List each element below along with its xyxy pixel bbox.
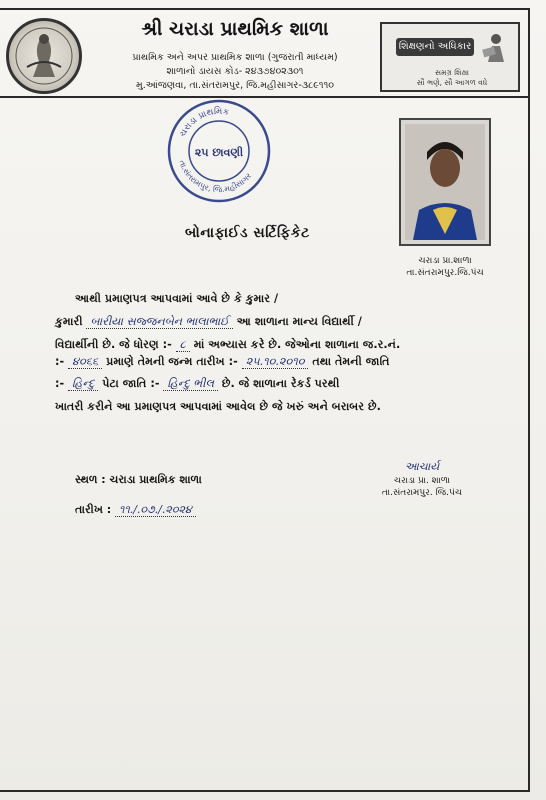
date-label: તારીખ :	[75, 503, 112, 516]
photo-caption-school: ચરાડા પ્રા.શાળા	[418, 256, 472, 266]
child-reading-icon	[480, 32, 510, 66]
stamp-top-text: ચરાડા પ્રાથમિક	[178, 106, 230, 139]
body-line-1: આથી પ્રમાણપત્ર આપવામાં આવે છે કે કુમાર /	[75, 292, 279, 305]
principal-signature: આચાર્ય	[404, 460, 440, 473]
letterhead	[0, 8, 530, 98]
rte-badge	[380, 22, 520, 92]
principal-signature-block	[362, 460, 482, 498]
rte-sub-line2: સૌ ભણે, સૌ આગળ વધે	[416, 78, 488, 87]
body-line-3	[55, 338, 475, 352]
student-photo-frame	[399, 118, 491, 246]
student-photo	[405, 124, 485, 240]
line4-suffix: તથા તેમની જાતિ	[312, 355, 390, 368]
stamp-bottom-text: તા.સંતરામપુર, જિ.મહીસાગર	[177, 158, 254, 195]
place-label: સ્થળ : ચરાડા પ્રાથમિક શાળા	[75, 473, 202, 486]
gr-number-value: ૪૦૬૬	[68, 355, 102, 369]
saraswati-logo-icon	[6, 18, 82, 94]
rte-title: શિક્ષણનો અધિકાર	[396, 38, 474, 56]
subcaste-value: હિન્દુ ભીલ	[163, 377, 218, 391]
body-line-5	[55, 377, 475, 391]
school-address: મુ.આંજણવા, તા.સંતરામપુર, જિ.મહીસાગર-૩૮૯૧૧૦	[136, 80, 334, 91]
rte-sub-line1: સમગ્ર શિક્ષા	[435, 68, 469, 77]
body-line-2	[55, 315, 475, 329]
student-name-value: બારીયા સજ્જનબેન ભાલાભાઈ	[86, 315, 232, 329]
subcaste-label: પેટા જાતિ :-	[102, 377, 160, 390]
stamp-center-text: ૨૫ છાવણી	[194, 146, 244, 159]
rte-sub	[404, 68, 500, 88]
standard-value: ૮	[176, 338, 190, 352]
date-line	[75, 503, 196, 517]
line3-suffix: માં અભ્યાસ કરે છે. જેઓના શાળાના જ.ર.નં.	[193, 338, 401, 351]
svg-text:તા.સંતરામપુર, જિ.મહીસાગર	[177, 159, 253, 194]
dise-code: શાળાનો ડાયસ કોડ- ૨૪૩૭૪૦૨૩૦૧	[166, 66, 304, 77]
birth-date-label: પ્રમાણે તેમની જન્મ તારીખ :-	[106, 355, 238, 368]
school-round-stamp	[164, 96, 274, 206]
standard-label: વિદ્યાર્થીની છે. જે ધોરણ :-	[55, 338, 172, 351]
kumari-label: કુમારી	[55, 315, 83, 328]
document-title: બોનાફાઈડ સર્ટિફિકેટ	[185, 225, 310, 241]
line2-suffix: આ શાળાના માન્ય વિદ્યાર્થી /	[236, 315, 362, 328]
svg-text:ચરાડા પ્રાથમિક	[178, 106, 230, 139]
body-line-6: ખાતરી કરીને આ પ્રમાણપત્ર આપવામાં આવેલ છે જે ખરું અને બરાબર છે.	[55, 400, 381, 413]
school-name: શ્રી ચરાડા પ્રાથમિક શાળા	[141, 18, 329, 40]
body-line-4	[55, 355, 475, 369]
line4-prefix: :-	[55, 355, 65, 368]
school-type: પ્રાથમિક અને અપર પ્રાથમિક શાળા (ગુજરાતી માધ્યમ)	[132, 52, 338, 63]
birth-date-value: ૨૫.૧૦.૨૦૧૦	[242, 355, 309, 369]
date-value: ૧૧./.૦૭./.૨૦૨૪	[115, 503, 196, 517]
photo-caption-taluka: તા.સંતરામપુર.જિ.પંચ	[406, 268, 484, 278]
line5-suffix: છે. જે શાળાના રેકર્ડ પરથી	[221, 377, 340, 390]
caste-value: હિન્દુ	[68, 377, 98, 391]
signature-school: ચરાડા પ્રા. શાળા	[393, 476, 451, 486]
line5-prefix: :-	[55, 377, 65, 390]
signature-taluka: તા.સંતરામપુર. જિ.પંચ	[381, 488, 463, 498]
